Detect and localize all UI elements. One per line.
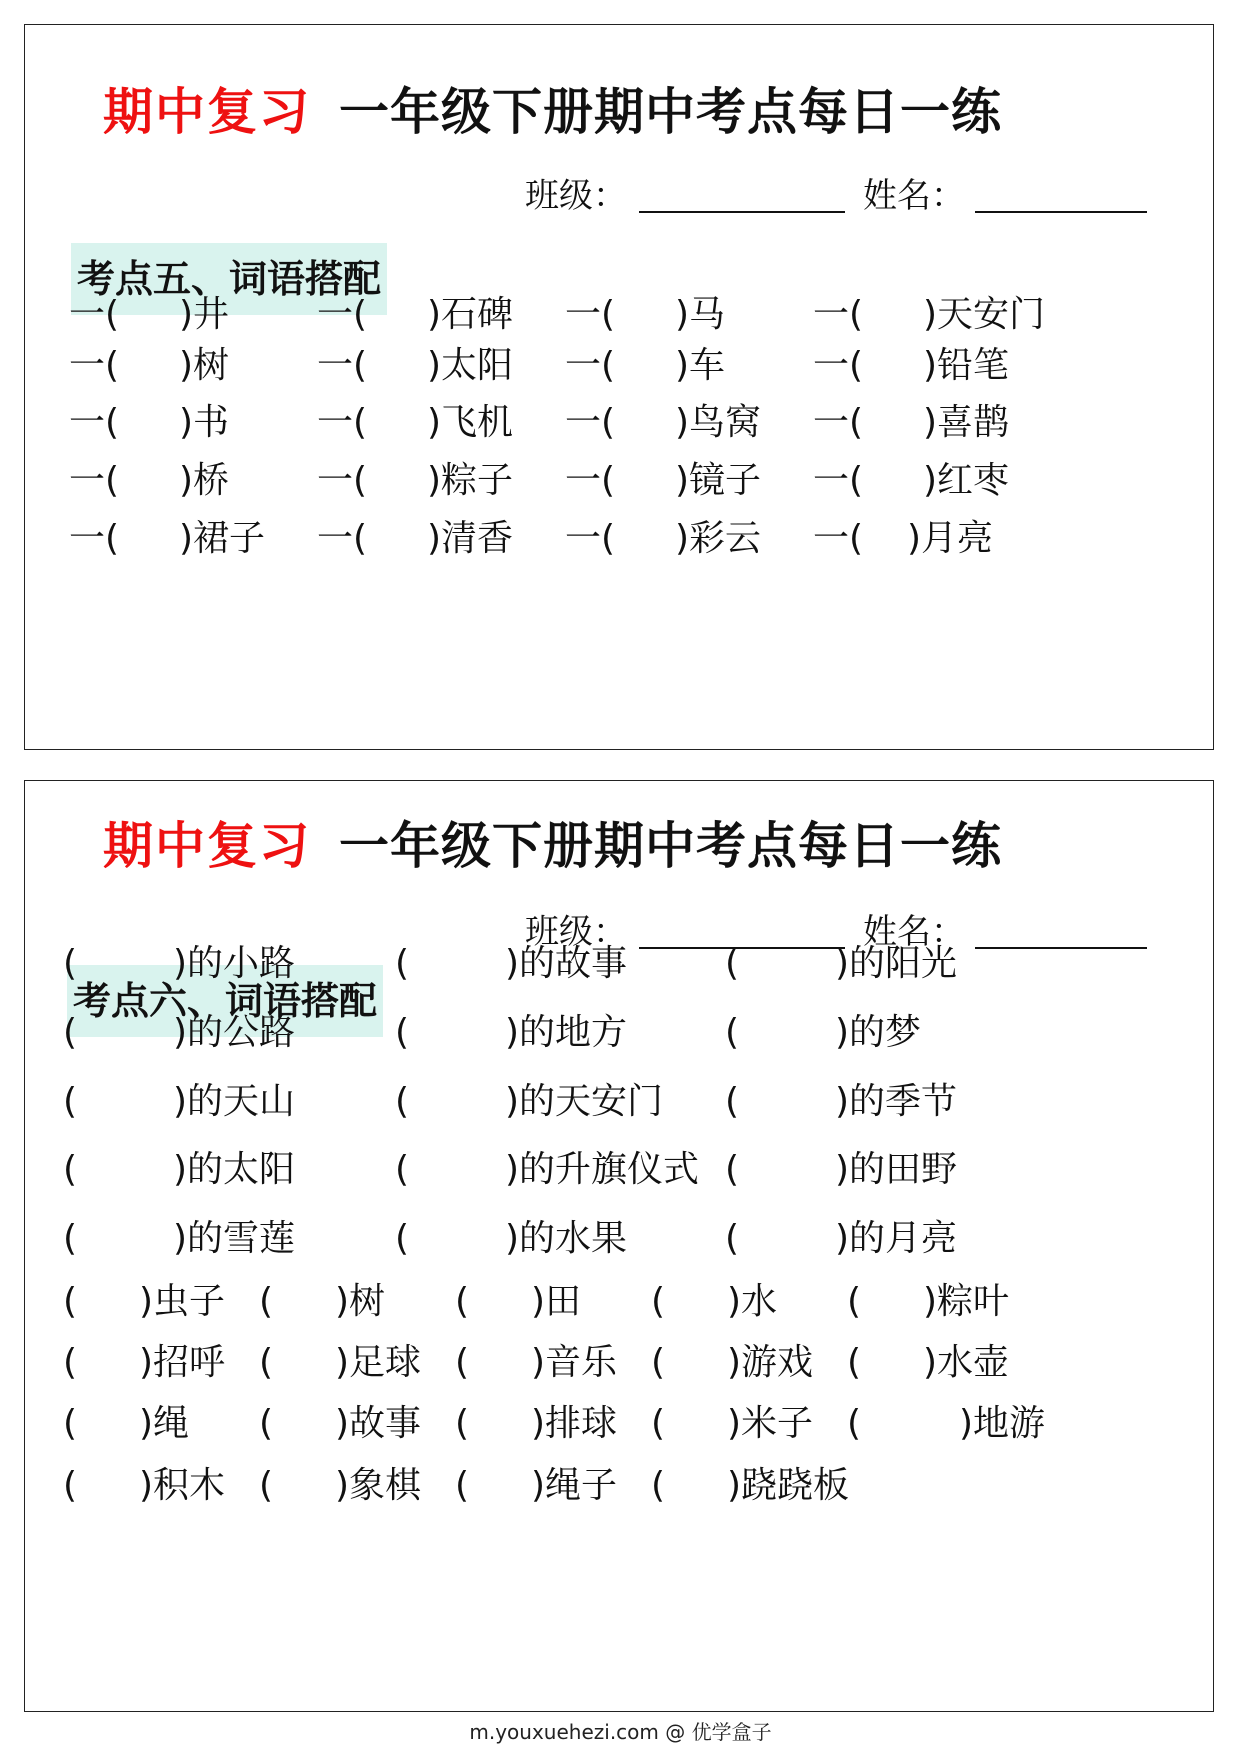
blank-open[interactable]: ( [63,943,78,984]
title-main: 一年级下册期中考点每日一练 [339,817,1002,875]
blank-open[interactable]: ( [651,1403,666,1444]
word-text: 书 [193,402,230,443]
answer-word [139,1399,189,1449]
blank-open[interactable]: 一( [565,460,616,501]
word-text: 招呼 [153,1342,226,1383]
blank-close: ) [179,402,194,443]
blank-close: ) [959,1403,974,1444]
blank-open[interactable]: ( [63,1012,78,1053]
blank-close: ) [427,518,442,559]
word-text: 桥 [193,460,230,501]
answer-word [179,398,229,448]
blank-open[interactable]: ( [725,943,740,984]
word-text: 积木 [153,1465,226,1506]
answer-word [173,1077,295,1127]
blank-open[interactable]: 一( [565,345,616,386]
word-text: 镜子 [689,460,762,501]
answer-word [139,1277,225,1327]
word-text: 井 [193,294,230,335]
word-text: 马 [689,294,726,335]
blank-open[interactable]: 一( [813,460,864,501]
blank-close: ) [505,1012,520,1053]
answer-word [923,1338,1009,1388]
blank-open[interactable]: ( [395,1149,410,1190]
blank-open[interactable]: ( [725,1012,740,1053]
answer-word [675,398,761,448]
blank-open[interactable]: ( [395,943,410,984]
answer-word [675,290,725,340]
blank-close: ) [675,345,690,386]
blank-close: ) [675,402,690,443]
blank-open[interactable]: 一( [813,294,864,335]
word-text: 月亮 [921,518,994,559]
answer-word [427,398,513,448]
blank-open[interactable]: ( [395,1081,410,1122]
blank-open[interactable]: 一( [69,294,120,335]
answer-word [173,1008,295,1058]
word-text: 裙子 [193,518,266,559]
answer-word [531,1461,617,1511]
name-label: 姓名： [863,176,965,216]
word-text: 的天山 [187,1081,296,1122]
answer-word [335,1399,421,1449]
word-text: 象棋 [349,1465,422,1506]
blank-close: ) [505,1081,520,1122]
blank-open[interactable]: 一( [813,518,864,559]
section-title: 考点六、词语搭配 [67,965,383,1037]
blank-close: ) [531,1342,546,1383]
blank-close: ) [173,1012,188,1053]
answer-word [959,1399,1045,1449]
blank-close: ) [835,1149,850,1190]
answer-word [675,341,725,391]
blank-close: ) [923,345,938,386]
word-text: 车 [689,345,726,386]
blank-open[interactable]: ( [651,1342,666,1383]
blank-open[interactable]: 一( [317,518,368,559]
word-text: 粽子 [441,460,514,501]
blank-close: ) [675,518,690,559]
answer-word [835,1214,957,1264]
word-text: 的天安门 [519,1081,664,1122]
blank-open[interactable]: ( [63,1342,78,1383]
blank-close: ) [179,518,194,559]
blank-close: ) [923,1281,938,1322]
blank-close: ) [923,1342,938,1383]
blank-close: ) [335,1342,350,1383]
blank-close: ) [835,1218,850,1259]
worksheet-card-1 [24,24,1214,750]
word-text: 音乐 [545,1342,618,1383]
word-text: 的公路 [187,1012,296,1053]
blank-close: ) [179,460,194,501]
word-text: 粽叶 [937,1281,1010,1322]
blank-close: ) [531,1281,546,1322]
blank-open[interactable]: ( [63,1281,78,1322]
blank-open[interactable]: ( [847,1281,862,1322]
word-text: 的太阳 [187,1149,296,1190]
answer-word [335,1338,421,1388]
blank-open[interactable]: 一( [565,294,616,335]
word-text: 的月亮 [849,1218,958,1259]
blank-close: ) [531,1403,546,1444]
blank-close: ) [139,1281,154,1322]
blank-open[interactable]: ( [63,1403,78,1444]
name-blank[interactable] [975,211,1147,213]
blank-close: ) [427,402,442,443]
title-tag: 期中复习 [103,83,311,141]
answer-word [179,341,229,391]
blank-open[interactable]: 一( [813,402,864,443]
blank-close: ) [335,1403,350,1444]
blank-close: ) [727,1342,742,1383]
answer-word [531,1338,617,1388]
blank-open[interactable]: ( [63,1149,78,1190]
blank-open[interactable]: ( [455,1342,470,1383]
answer-word [835,1145,957,1195]
blank-open[interactable]: ( [455,1281,470,1322]
word-text: 天安门 [937,294,1046,335]
title-main: 一年级下册期中考点每日一练 [339,83,1002,141]
answer-word [173,1214,295,1264]
word-text: 虫子 [153,1281,226,1322]
answer-word [923,1277,1009,1327]
word-text: 的故事 [519,943,628,984]
blank-close: ) [675,460,690,501]
answer-word [179,290,229,340]
word-text: 石碑 [441,294,514,335]
blank-open[interactable]: ( [259,1403,274,1444]
blank-close: ) [505,943,520,984]
word-text: 绳子 [545,1465,618,1506]
section-title: 考点五、词语搭配 [71,243,387,315]
blank-open[interactable]: ( [725,1149,740,1190]
blank-close: ) [179,294,194,335]
answer-word [923,290,1045,340]
blank-open[interactable]: ( [63,1081,78,1122]
blank-open[interactable]: 一( [813,345,864,386]
blank-open[interactable]: ( [63,1465,78,1506]
class-label: 班级： [525,912,627,952]
blank-open[interactable]: ( [395,1012,410,1053]
blank-open[interactable]: 一( [565,402,616,443]
answer-word [727,1461,849,1511]
blank-close: ) [923,402,938,443]
word-text: 树 [193,345,230,386]
answer-word [139,1461,225,1511]
blank-close: ) [335,1465,350,1506]
answer-word [505,939,627,989]
blank-close: ) [727,1465,742,1506]
word-text: 水壶 [937,1342,1010,1383]
blank-open[interactable]: ( [725,1081,740,1122]
blank-close: ) [139,1465,154,1506]
blank-close: ) [139,1342,154,1383]
blank-close: ) [835,1012,850,1053]
blank-close: ) [427,294,442,335]
word-text: 绳 [153,1403,190,1444]
word-text: 的升旗仪式 [519,1149,700,1190]
answer-word [335,1461,421,1511]
blank-close: ) [505,1218,520,1259]
answer-word [907,514,993,564]
blank-open[interactable]: ( [63,1218,78,1259]
blank-open[interactable]: ( [259,1465,274,1506]
worksheet-card-2 [24,780,1214,1712]
answer-word [173,1145,295,1195]
blank-open[interactable]: ( [259,1281,274,1322]
blank-close: ) [835,943,850,984]
blank-close: ) [727,1281,742,1322]
name-label: 姓名： [863,912,965,952]
blank-open[interactable]: ( [847,1342,862,1383]
worksheet-title [103,77,1002,147]
word-text: 的季节 [849,1081,958,1122]
answer-word [505,1077,663,1127]
blank-close: ) [173,943,188,984]
blank-close: ) [923,294,938,335]
answer-word [427,514,513,564]
word-text: 喜鹊 [937,402,1010,443]
class-blank[interactable] [639,211,845,213]
answer-word [173,939,295,989]
answer-word [531,1399,617,1449]
answer-word [835,1008,921,1058]
worksheet-title [103,811,1002,881]
blank-open[interactable]: 一( [317,460,368,501]
answer-word [835,939,957,989]
word-text: 跷跷板 [741,1465,850,1506]
answer-word [427,341,513,391]
blank-open[interactable]: 一( [69,518,120,559]
blank-open[interactable]: ( [725,1218,740,1259]
word-text: 的阳光 [849,943,958,984]
answer-word [675,514,761,564]
answer-word [531,1277,581,1327]
blank-open[interactable]: ( [847,1403,862,1444]
answer-word [139,1338,225,1388]
word-text: 红枣 [937,460,1010,501]
answer-word [505,1008,627,1058]
blank-close: ) [427,345,442,386]
blank-open[interactable]: 一( [69,460,120,501]
answer-word [335,1277,385,1327]
word-text: 的田野 [849,1149,958,1190]
word-text: 水 [741,1281,778,1322]
blank-close: ) [173,1149,188,1190]
answer-word [179,514,265,564]
word-text: 游戏 [741,1342,814,1383]
blank-close: ) [531,1465,546,1506]
answer-word [727,1399,813,1449]
answer-word [727,1338,813,1388]
answer-word [505,1145,699,1195]
answer-word [835,1077,957,1127]
word-text: 树 [349,1281,386,1322]
blank-open[interactable]: 一( [565,518,616,559]
class-label: 班级： [525,176,627,216]
blank-open[interactable]: 一( [69,345,120,386]
word-text: 的地方 [519,1012,628,1053]
blank-close: ) [923,460,938,501]
answer-word [727,1277,777,1327]
answer-word [427,290,513,340]
answer-word [923,398,1009,448]
blank-open[interactable]: ( [455,1403,470,1444]
word-text: 地游 [973,1403,1046,1444]
answer-word [427,456,513,506]
blank-close: ) [179,345,194,386]
word-text: 故事 [349,1403,422,1444]
blank-close: ) [139,1403,154,1444]
answer-word [923,456,1009,506]
blank-close: ) [427,460,442,501]
answer-word [675,456,761,506]
blank-close: ) [835,1081,850,1122]
class-blank[interactable] [639,947,845,949]
blank-close: ) [675,294,690,335]
footer-source: m.youxuehezi.com @ 优学盒子 [469,1720,772,1744]
blank-close: ) [727,1403,742,1444]
word-text: 的水果 [519,1218,628,1259]
blank-open[interactable]: 一( [317,345,368,386]
blank-open[interactable]: ( [395,1218,410,1259]
word-text: 清香 [441,518,514,559]
word-text: 飞机 [441,402,514,443]
class-name-row [25,171,1215,221]
blank-close: ) [335,1281,350,1322]
word-text: 的小路 [187,943,296,984]
blank-open[interactable]: ( [455,1465,470,1506]
name-blank[interactable] [975,947,1147,949]
blank-close: ) [505,1149,520,1190]
blank-close: ) [173,1081,188,1122]
word-text: 的梦 [849,1012,922,1053]
word-text: 太阳 [441,345,514,386]
title-tag: 期中复习 [103,817,311,875]
blank-open[interactable]: ( [259,1342,274,1383]
word-text: 米子 [741,1403,814,1444]
blank-close: ) [173,1218,188,1259]
blank-open[interactable]: ( [651,1465,666,1506]
blank-open[interactable]: 一( [317,402,368,443]
word-text: 田 [545,1281,582,1322]
word-text: 彩云 [689,518,762,559]
word-text: 铅笔 [937,345,1010,386]
word-text: 足球 [349,1342,422,1383]
blank-close: ) [907,518,922,559]
blank-open[interactable]: 一( [317,294,368,335]
answer-word [179,456,229,506]
blank-open[interactable]: ( [651,1281,666,1322]
word-text: 排球 [545,1403,618,1444]
blank-open[interactable]: 一( [69,402,120,443]
word-text: 的雪莲 [187,1218,296,1259]
word-text: 鸟窝 [689,402,762,443]
answer-word [505,1214,627,1264]
answer-word [923,341,1009,391]
